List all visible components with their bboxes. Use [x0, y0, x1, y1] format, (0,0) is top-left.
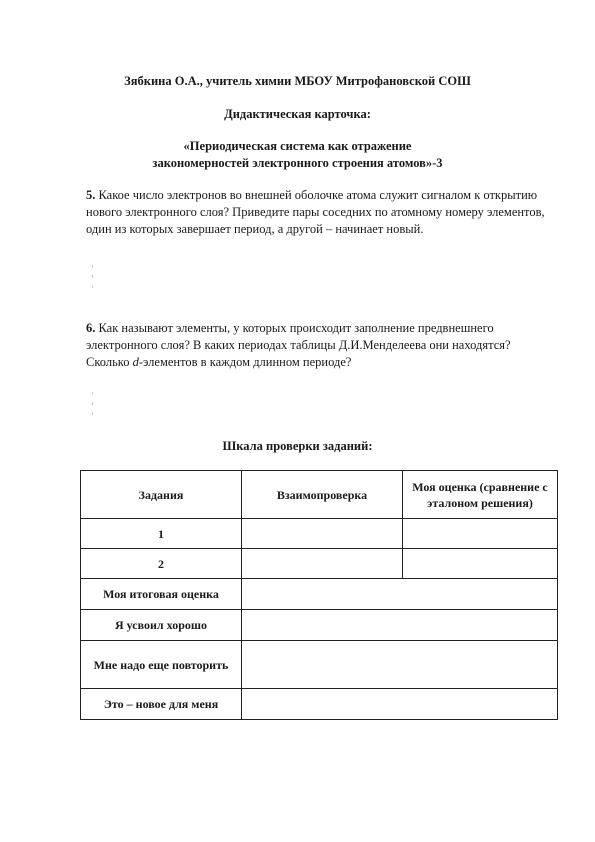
answer-space-marks	[92, 392, 94, 422]
header-tasks: Задания	[81, 471, 242, 519]
author-line: Зябкина О.А., учитель химии МБОУ Митрофановской СОШ	[124, 74, 471, 88]
my-grade-cell[interactable]	[403, 519, 558, 549]
task-number: 1	[81, 519, 242, 549]
table-header-row	[81, 471, 558, 519]
question-5	[86, 187, 546, 238]
table-row	[81, 549, 558, 579]
question-6-text: Как называют элементы, у которых происходит заполнение предвнешнего электронного слоя? В каких периодах таблицы Д.И.Менделеева они находятся? Сколько	[86, 321, 511, 369]
task-number: 2	[81, 549, 242, 579]
header-my-grade: Моя оценка (сравнение с эталоном решения)	[403, 471, 558, 519]
summary-value-cell[interactable]	[242, 689, 558, 720]
summary-label: Мне надо еще повторить	[81, 641, 242, 689]
summary-label: Я усвоил хорошо	[81, 610, 242, 641]
scale-title: Шкала проверки заданий:	[222, 439, 373, 453]
table-row	[81, 519, 558, 549]
table-row	[81, 689, 558, 720]
scale-table	[80, 470, 558, 720]
question-5-number: 5.	[86, 188, 96, 202]
topic-title-line-1: «Периодическая система как отражение	[183, 139, 412, 153]
summary-label: Моя итоговая оценка	[81, 579, 242, 610]
question-5-text: Какое число электронов во внешней оболочке атома служит сигналом к открытию нового электронного слоя? Приведите пары соседних по атомному номеру элементов, один из которых завершает период, а другой – начинает новый.	[86, 188, 545, 236]
summary-value-cell[interactable]	[242, 641, 558, 689]
summary-value-cell[interactable]	[242, 610, 558, 641]
peer-check-cell[interactable]	[242, 549, 403, 579]
peer-check-cell[interactable]	[242, 519, 403, 549]
card-subtitle: Дидактическая карточка:	[224, 107, 371, 121]
my-grade-cell[interactable]	[403, 549, 558, 579]
question-6	[86, 320, 546, 371]
summary-value-cell[interactable]	[242, 579, 558, 610]
summary-label: Это – новое для меня	[81, 689, 242, 720]
question-6-text-end: -элементов в каждом длинном периоде?	[138, 355, 352, 369]
table-row	[81, 610, 558, 641]
question-6-d-italic: d	[132, 355, 139, 369]
answer-space-marks	[92, 265, 94, 295]
header-peer-check: Взаимопроверка	[242, 471, 403, 519]
table-row	[81, 579, 558, 610]
question-6-number: 6.	[86, 321, 96, 335]
table-row	[81, 641, 558, 689]
topic-title-line-2: закономерностей электронного строения атомов»-3	[152, 156, 443, 170]
